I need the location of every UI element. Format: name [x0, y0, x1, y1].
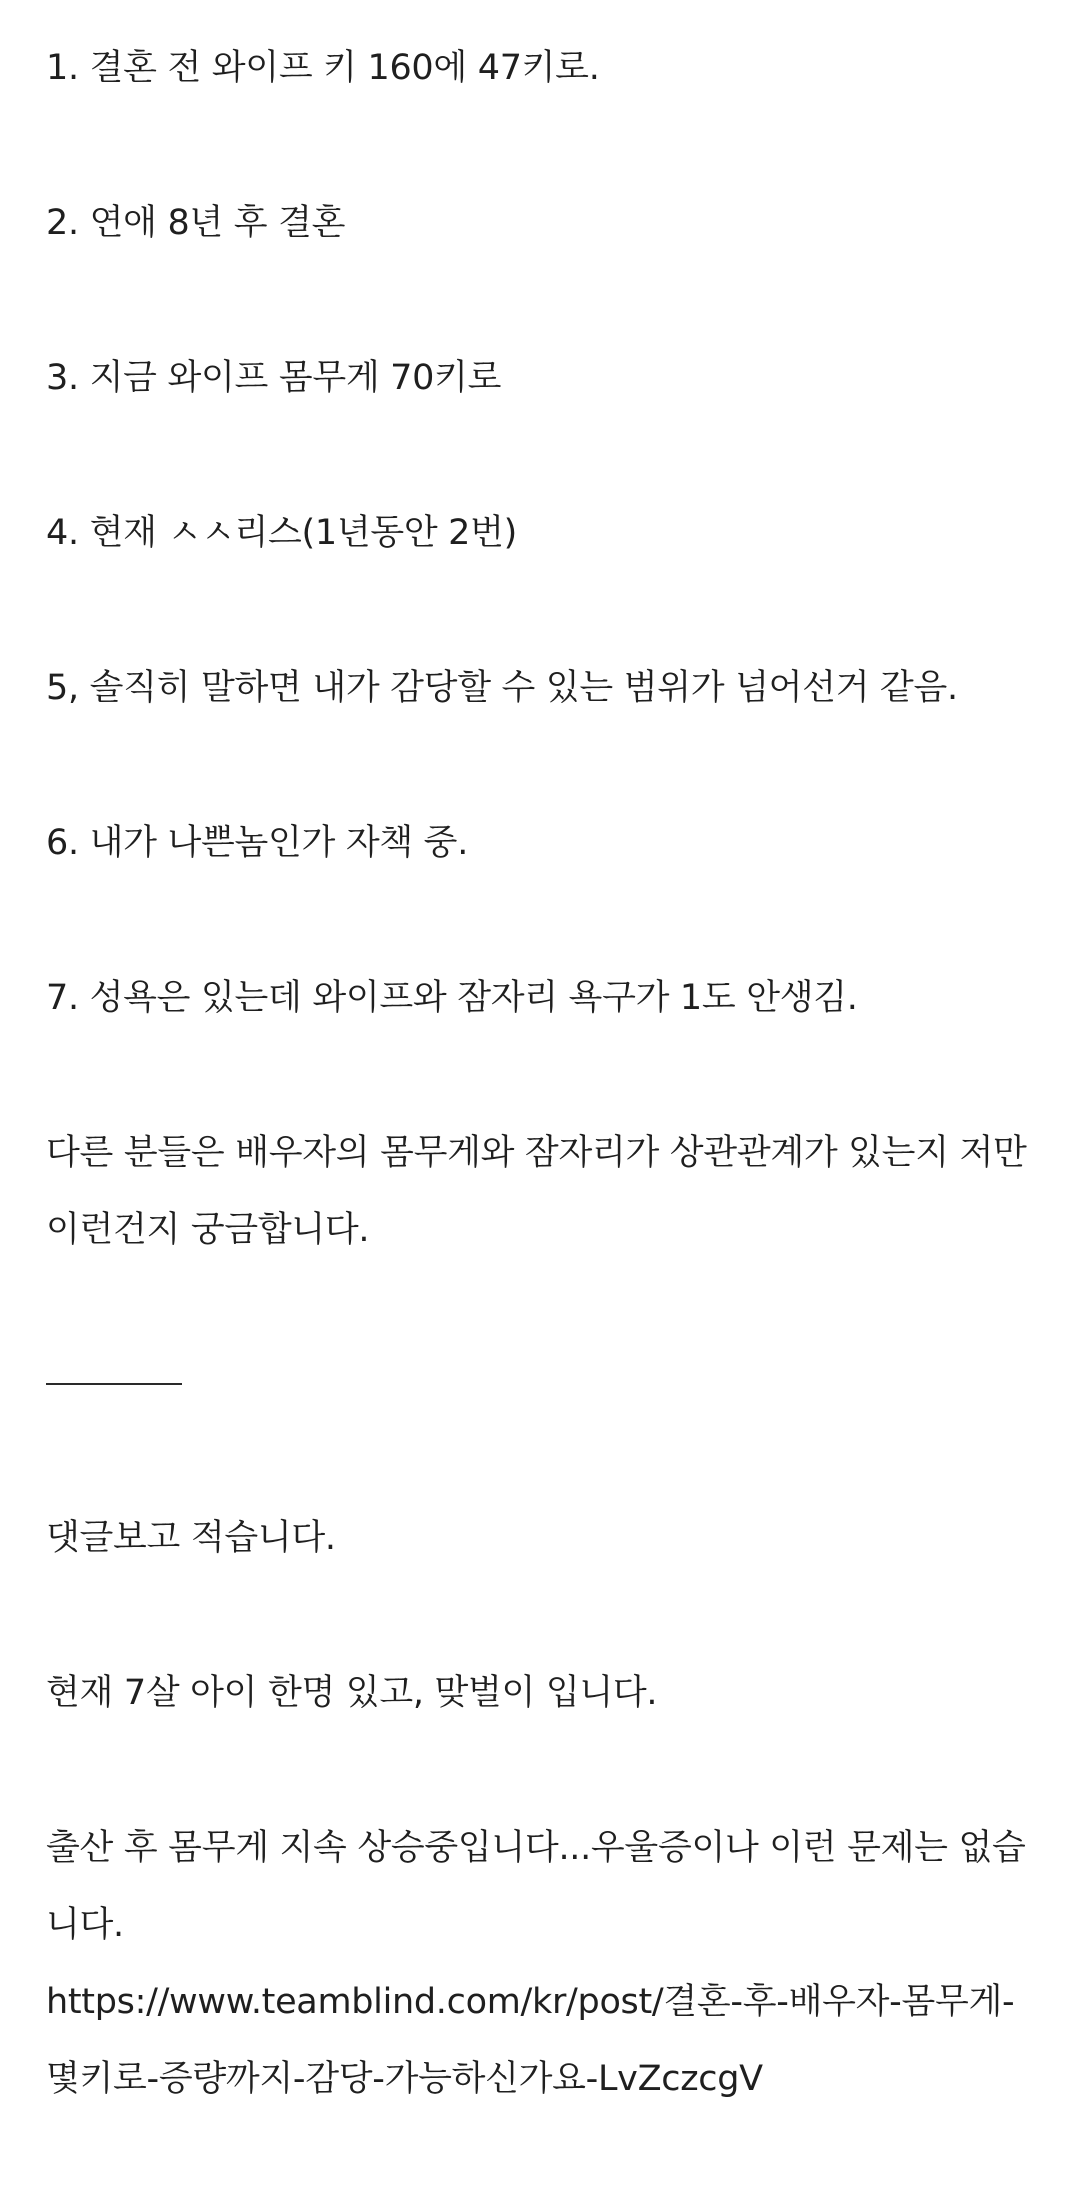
list-item: 5, 솔직히 말하면 내가 감당할 수 있는 범위가 넘어선거 같음.	[46, 668, 958, 708]
divider	[46, 1383, 182, 1385]
followup-paragraph: 댓글보고 적습니다.	[46, 1518, 336, 1558]
followup-paragraph: 출산 후 몸무게 지속 상승중입니다...우울증이나 이런 문제는 없습니다.	[46, 1828, 1026, 1945]
list-item: 1. 결혼 전 와이프 키 160에 47키로.	[46, 48, 600, 88]
question-paragraph: 다른 분들은 배우자의 몸무게와 잠자리가 상관관계가 있는지 저만 이런건지 궁금합니다.	[46, 1133, 1027, 1250]
list-item: 7. 성욕은 있는데 와이프와 잠자리 욕구가 1도 안생김.	[46, 978, 858, 1018]
list-item: 2. 연애 8년 후 결혼	[46, 203, 346, 243]
list-item: 6. 내가 나쁜놈인가 자책 중.	[46, 823, 469, 863]
source-link[interactable]: https://www.teamblind.com/kr/post/결혼-후-배우자-몸무게-몇키로-증량까지-감당-가능하신가요-LvZczcgV	[46, 1982, 1015, 2099]
followup-paragraph: 현재 7살 아이 한명 있고, 맞벌이 입니다.	[46, 1673, 658, 1713]
list-item: 4. 현재 ㅅㅅ리스(1년동안 2번)	[46, 513, 518, 553]
list-item: 3. 지금 와이프 몸무게 70키로	[46, 358, 502, 398]
